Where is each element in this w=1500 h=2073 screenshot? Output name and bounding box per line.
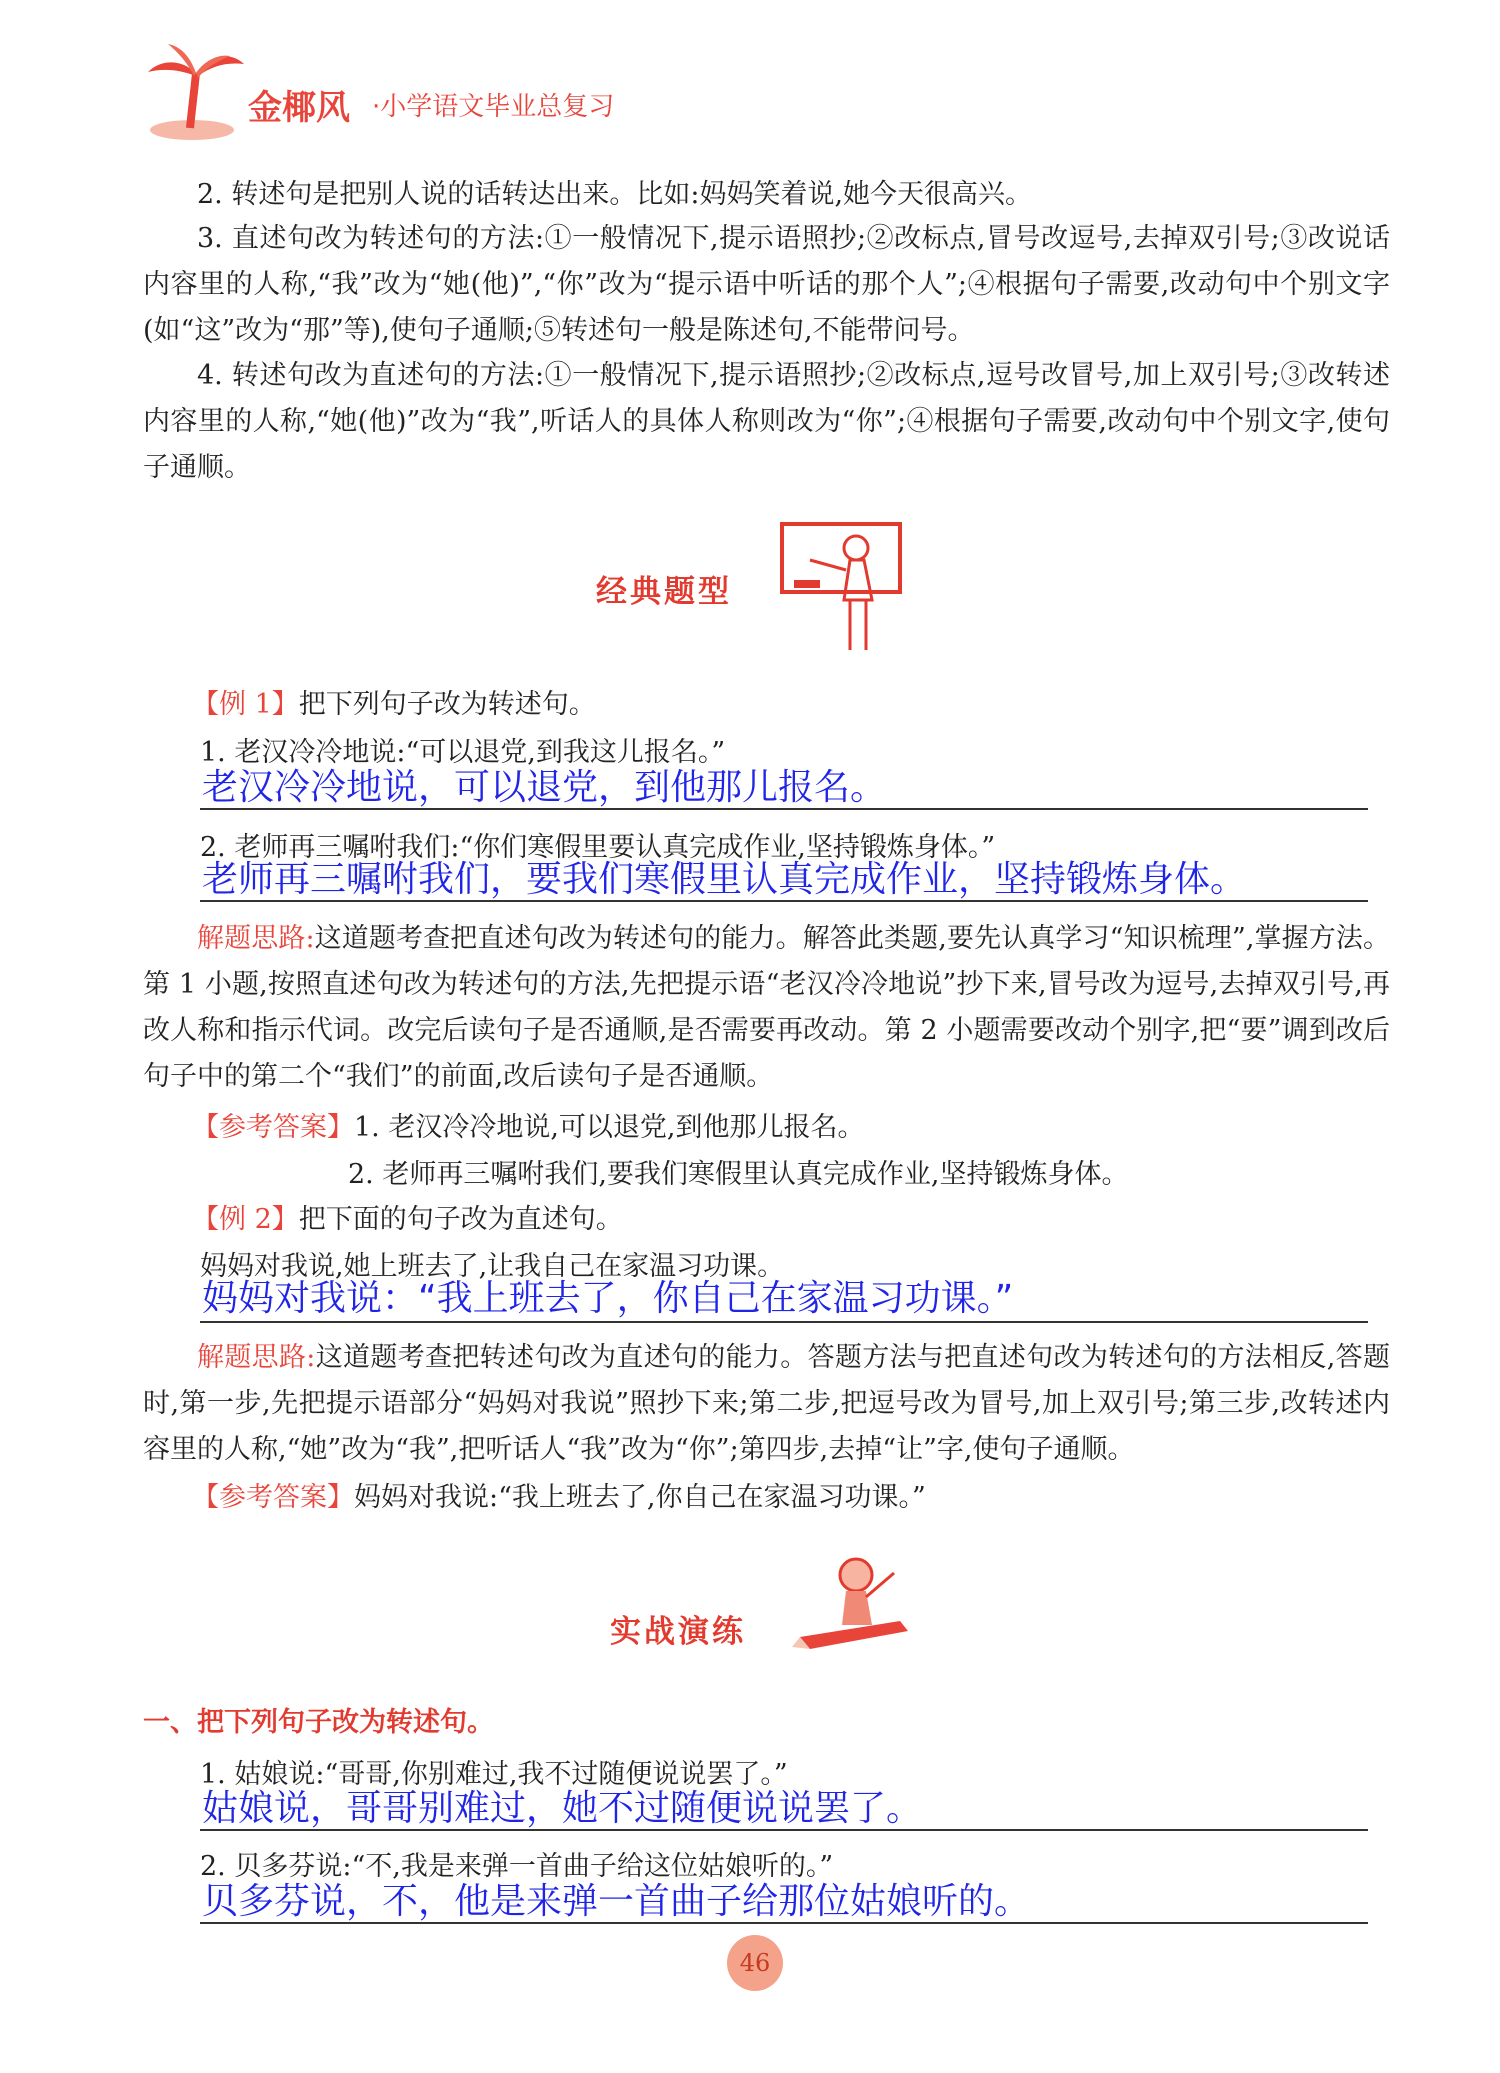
series-subtitle: ·小学语文毕业总复习	[372, 92, 615, 122]
analysis-text: 这道题考查把直述句改为转述句的能力。解答此类题,要先认真学习“知识梳理”,掌握方法。第 1 小题,按照直述句改为转述句的方法,先把提示语“老汉冷冷地说”抄下来,冒号改为逗号,去掉双引号,再改人称和指示代词。改完后读句子是否通顺,是否需要再改动。第 2 小题需要改动个别字,把“要”调到改后句子中的第二个“我们”的前面,改后读句子是否通顺。	[143, 923, 1390, 1092]
example1-question-2: 2. 老师再三嘱咐我们:“你们寒假里要认真完成作业,坚持锻炼身体。”	[200, 832, 996, 863]
answer-line	[200, 1922, 1368, 1924]
analysis-label: 解题思路:	[197, 923, 315, 954]
knowledge-item-4: 4. 转述句改为直述句的方法:①一般情况下,提示语照抄;②改标点,逗号改冒号,加上双引号;③改转述内容里的人称,“她(他)”改为“我”,听话人的具体人称则改为“你”;④根据句子需要,改动句中个别文字,使句子通顺。	[143, 360, 1390, 483]
example1-handwritten-answer-2: 老师再三嘱咐我们，要我们寒假里认真完成作业，坚持锻炼身体。	[202, 859, 1247, 900]
example2-answer-row	[192, 1478, 926, 1518]
palm-tree-logo-icon	[140, 38, 250, 143]
example1-answer-1: 1. 老汉冷冷地说,可以退党,到他那儿报名。	[354, 1112, 865, 1143]
girl-on-pencil-icon	[790, 1545, 920, 1665]
example2-analysis	[143, 1335, 1390, 1473]
page-number: 46	[727, 1935, 783, 1991]
example1-handwritten-answer-1: 老汉冷冷地说，可以退党，到他那儿报名。	[202, 767, 887, 808]
exercise-heading: 一、把下列句子改为转述句。	[143, 1707, 494, 1738]
series-title: 金椰风	[248, 88, 350, 128]
example2-answer: 妈妈对我说:“我上班去了,你自己在家温习功课。”	[354, 1482, 926, 1513]
answer-line	[200, 808, 1368, 810]
section-title-practice: 实战演练	[610, 1614, 746, 1650]
knowledge-item-3: 3. 直述句改为转述句的方法:①一般情况下,提示语照抄;②改标点,冒号改逗号,去掉双引号;③改说话内容里的人称,“我”改为“她(他)”,“你”改为“提示语中听话的那个人”;④根据句子需要,改动句中个别文字(如“这”改为“那”等),使句子通顺;⑤转述句一般是陈述句,不能带问号。	[143, 223, 1390, 346]
example1-prompt: 把下列句子改为转述句。	[298, 689, 596, 720]
example2-prompt: 把下面的句子改为直述句。	[298, 1204, 623, 1235]
knowledge-item-2: 2. 转述句是把别人说的话转达出来。比如:妈妈笑着说,她今天很高兴。	[197, 179, 1033, 210]
teacher-blackboard-icon	[780, 520, 905, 660]
exercise-handwritten-answer-1: 姑娘说，哥哥别难过，她不过随便说说罢了。	[202, 1788, 923, 1829]
example2-question: 妈妈对我说,她上班去了,让我自己在家温习功课。	[200, 1251, 785, 1282]
example2-handwritten-answer: 妈妈对我说：“我上班去了，你自己在家温习功课。”	[202, 1278, 1014, 1319]
answer-label: 【参考答案】	[192, 1112, 354, 1143]
exercise-question-2: 2. 贝多芬说:“不,我是来弹一首曲子给这位姑娘听的。”	[200, 1851, 834, 1882]
analysis-text: 这道题考查把转述句改为直述句的能力。答题方法与把直述句改为转述句的方法相反,答题时,第一步,先把提示语部分“妈妈对我说”照抄下来;第二步,把逗号改为冒号,加上双引号;第三步,改转述内容里的人称,“她”改为“我”,把听话人“我”改为“你”;第四步,去掉“让”字,使句子通顺。	[143, 1342, 1390, 1465]
example1-analysis	[143, 916, 1390, 1100]
example2-header	[192, 1200, 623, 1240]
example1-header	[192, 685, 596, 725]
section-title-classic: 经典题型	[596, 574, 732, 610]
analysis-label: 解题思路:	[197, 1342, 316, 1373]
example1-answer-2: 2. 老师再三嘱咐我们,要我们寒假里认真完成作业,坚持锻炼身体。	[348, 1159, 1129, 1190]
answer-label: 【参考答案】	[192, 1482, 354, 1513]
answer-line	[200, 1321, 1368, 1323]
example1-question-1: 1. 老汉冷冷地说:“可以退党,到我这儿报名。”	[200, 737, 726, 768]
example1-answer-row-1	[192, 1108, 865, 1148]
example2-label: 【例 2】	[192, 1204, 299, 1235]
exercise-handwritten-answer-2: 贝多芬说，不，他是来弹一首曲子给那位姑娘听的。	[202, 1881, 1031, 1922]
exercise-question-1: 1. 姑娘说:“哥哥,你别难过,我不过随便说说罢了。”	[200, 1759, 788, 1790]
answer-line	[200, 1829, 1368, 1831]
answer-line	[200, 900, 1368, 902]
example1-label: 【例 1】	[192, 689, 299, 720]
